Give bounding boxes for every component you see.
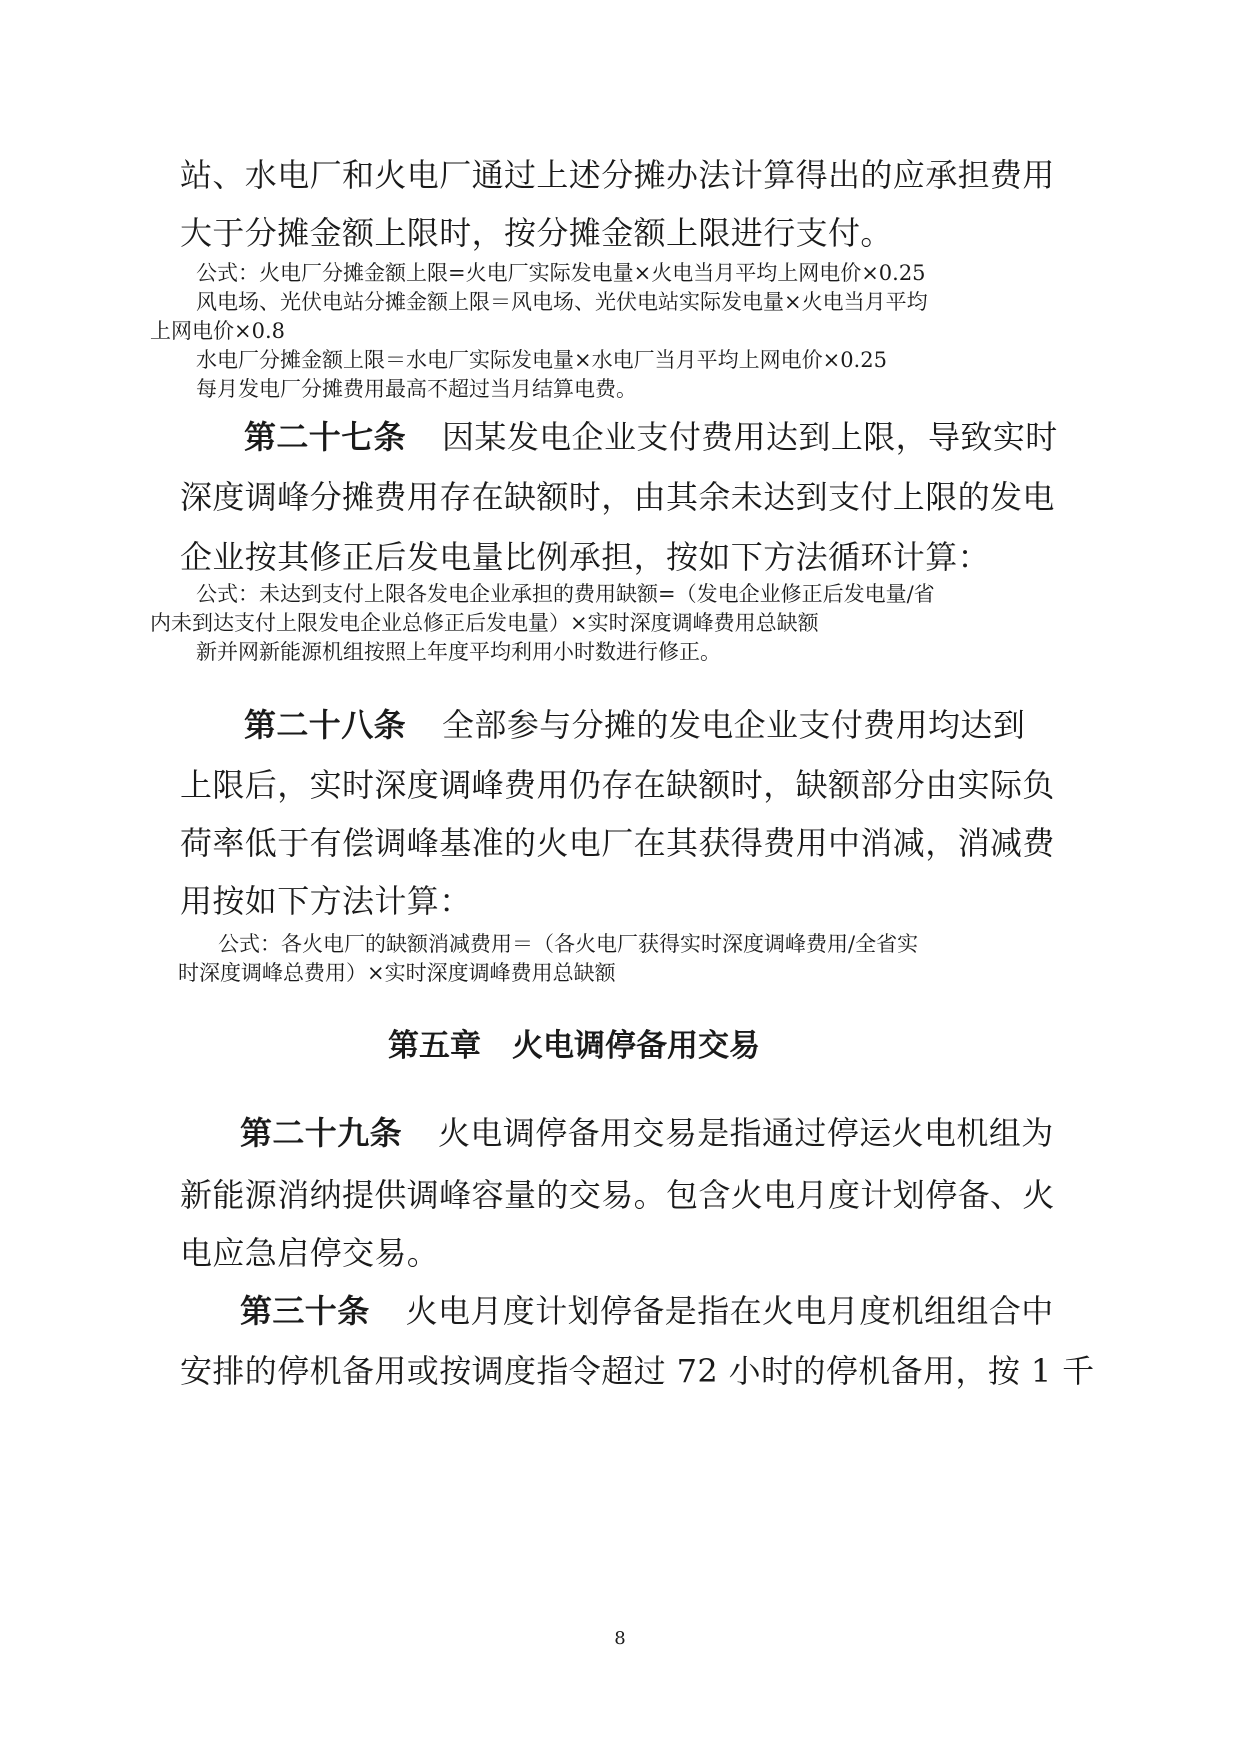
body-line: 用按如下方法计算： [180,882,472,920]
chapter-heading: 第五章 火电调停备用交易 [388,1028,760,1064]
formula-line: 公式：各火电厂的缺额消减费用＝（各火电厂获得实时深度调峰费用/全省实 [218,932,919,956]
article-27-text: 因某发电企业支付费用达到上限，导致实时 [442,418,1058,456]
formula-line: 新并网新能源机组按照上年度平均利用小时数进行修正。 [196,640,721,664]
article-28-text: 全部参与分摊的发电企业支付费用均达到 [442,706,1026,744]
body-line: 深度调峰分摊费用存在缺额时，由其余未达到支付上限的发电 [180,478,1055,516]
article-29-first-line [240,1108,1054,1154]
formula-line: 时深度调峰总费用）×实时深度调峰费用总缺额 [178,961,616,985]
article-28-title: 第二十八条 [244,706,407,744]
formula-line: 上网电价×0.8 [150,319,285,343]
body-line: 新能源消纳提供调峰容量的交易。包含火电月度计划停备、火 [180,1176,1055,1214]
article-29-title: 第二十九条 [240,1114,403,1152]
body-line: 大于分摊金额上限时，按分摊金额上限进行支付。 [180,214,893,252]
page-number: 8 [614,1628,626,1649]
article-27-first-line [244,412,1058,458]
formula-line: 风电场、光伏电站分摊金额上限＝风电场、光伏电站实际发电量×火电当月平均 [196,290,928,314]
formula-line: 水电厂分摊金额上限＝水电厂实际发电量×水电厂当月平均上网电价×0.25 [196,348,887,372]
body-line: 企业按其修正后发电量比例承担，按如下方法循环计算： [180,538,991,576]
formula-line: 每月发电厂分摊费用最高不超过当月结算电费。 [196,377,637,401]
article-30-title: 第三十条 [240,1292,370,1330]
body-line: 荷率低于有偿调峰基准的火电厂在其获得费用中消减，消减费 [180,824,1055,862]
body-line: 站、水电厂和火电厂通过上述分摊办法计算得出的应承担费用 [180,156,1055,194]
article-27-title: 第二十七条 [244,418,407,456]
formula-line: 内未到达支付上限发电企业总修正后发电量）×实时深度调峰费用总缺额 [150,611,819,635]
body-line: 电应急启停交易。 [180,1234,440,1272]
article-28-first-line [244,700,1025,746]
body-line: 安排的停机备用或按调度指令超过 72 小时的停机备用，按 1 千 [180,1352,1095,1390]
body-line: 上限后，实时深度调峰费用仍存在缺额时，缺额部分由实际负 [180,766,1055,804]
article-30-first-line [240,1286,1054,1332]
formula-line: 公式：未达到支付上限各发电企业承担的费用缺额=（发电企业修正后发电量/省 [196,582,935,606]
formula-line: 公式：火电厂分摊金额上限=火电厂实际发电量×火电当月平均上网电价×0.25 [196,261,926,285]
article-30-text: 火电月度计划停备是指在火电月度机组组合中 [405,1292,1054,1330]
article-29-text: 火电调停备用交易是指通过停运火电机组为 [438,1114,1054,1152]
